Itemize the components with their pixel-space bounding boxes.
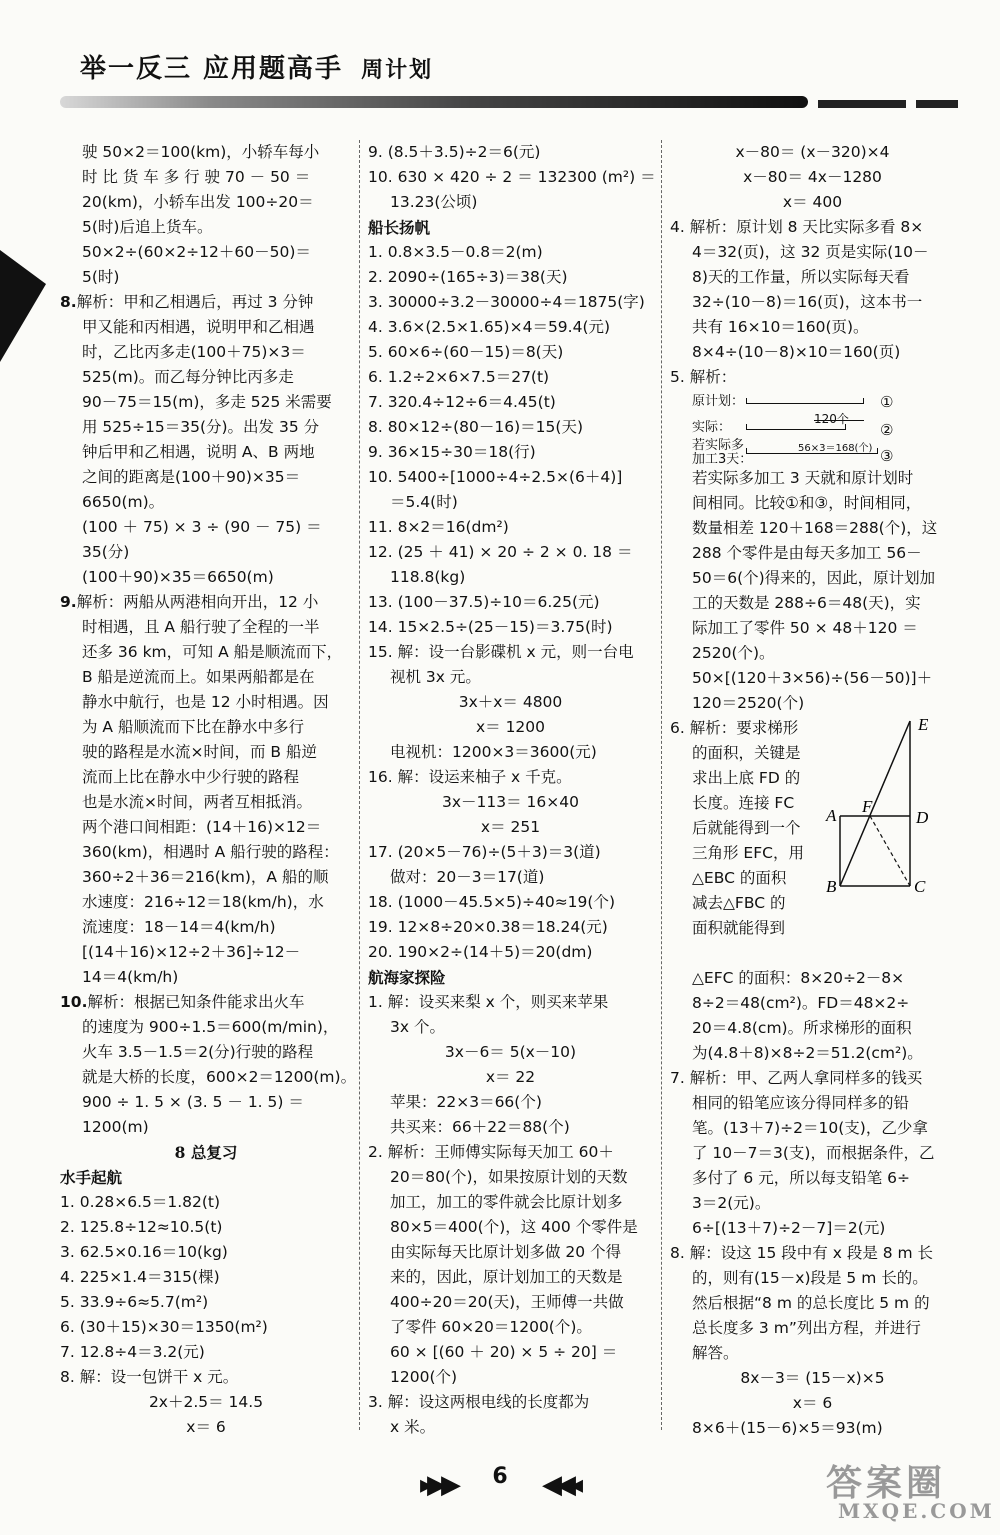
text-line: 20＝4.8(cm)。所求梯形的面积	[692, 1019, 912, 1037]
answer-item: 8. 80×12÷(80－16)＝15(天)	[368, 418, 583, 436]
text-line: 工的天数是 288÷6＝48(天)，实	[692, 594, 921, 612]
answer-item: 4. 解析：原计划 8 天比实际多看 8×	[670, 218, 924, 236]
point-label-F: F	[862, 797, 873, 816]
answer-item: 400÷20＝20(天)，王师傅一共做	[390, 1293, 624, 1311]
point-label-E: E	[918, 715, 929, 734]
answer-item: 10. 5400÷[1000÷4÷2.5×(6＋4)]	[368, 468, 623, 486]
actual-bar	[746, 424, 846, 430]
text-line: 90－75＝15(m)，多走 525 米需要	[82, 393, 332, 411]
answer-item: 5. 解析：	[670, 368, 737, 386]
answer-item: 3＝2(元)。	[692, 1194, 771, 1212]
header-rule	[60, 96, 808, 108]
point-label-B: B	[826, 877, 837, 896]
answer-item: 60 × [(60 ＋ 20) × 5 ÷ 20] ＝	[390, 1343, 618, 1361]
text-line: 2520(个)。	[692, 644, 775, 662]
answer-item: 4＝32(页)，这 32 页是实际(10－	[692, 243, 929, 261]
answer-item: 然后根据“8 m 的总长度比 5 m 的	[692, 1294, 930, 1312]
text-line: 面积就能得到	[692, 919, 786, 937]
answer-item: 8)天的工作量，所以实际每天看	[692, 268, 910, 286]
answer-item: 2. 解析：王师傅实际每天加工 60＋	[368, 1143, 614, 1161]
section-heading: 航海家探险	[368, 968, 446, 987]
equation-line: x＝ 6	[186, 1418, 226, 1436]
equation-line: x＝ 22	[485, 1068, 536, 1086]
text-line: 解析：甲和乙相遇后，再过 3 分钟	[76, 293, 314, 311]
answer-9	[60, 590, 352, 990]
answer-item: 18. (1000－45.5×5)÷40≈19(个)	[368, 893, 615, 911]
answer-item: x 米。	[390, 1418, 436, 1436]
answer-item: 8×6＋(15－6)×5＝93(m)	[692, 1419, 883, 1437]
text-line: 数量相差 120＋168＝288(个)，这	[692, 519, 938, 537]
text-line: 火车 3.5－1.5＝2(分)行驶的路程	[82, 1043, 314, 1061]
answer-item: 20. 190×2÷(14＋5)＝20(dm)	[368, 943, 593, 961]
answer-item: 13. (100－37.5)÷10＝6.25(元)	[368, 593, 600, 611]
text-line: 流速度：18－14＝4(km/h)	[82, 918, 276, 936]
answer-item: 由实际每天比原计划多做 20 个得	[390, 1243, 622, 1261]
answer-item: ＝5.4(时)	[390, 493, 458, 511]
text-line: 驶 50×2＝100(km)，小轿车每小	[82, 143, 320, 161]
chapter-heading: 8 总复习	[174, 1143, 238, 1162]
text-line: (100＋90)×35＝6650(m)	[82, 568, 274, 586]
answer-item: 17. (20×5－76)÷(5＋3)＝3(道)	[368, 843, 601, 861]
answer-item: 了零件 60×20＝1200(个)。	[390, 1318, 592, 1336]
answer-10	[60, 990, 357, 1140]
plan-bar	[746, 398, 864, 404]
answer-item: 苹果：22×3＝66(个)	[390, 1093, 542, 1111]
text-line: 水速度：216÷12＝18(km/h)，水	[82, 893, 324, 911]
text-line: (100 ＋ 75) × 3 ÷ (90 － 75) ＝	[82, 518, 322, 536]
answer-item: 5. 60×6÷(60－15)＝8(天)	[368, 343, 564, 361]
column-divider	[359, 140, 360, 1430]
text-line: 360÷2＋36＝216(km)，A 船的顺	[82, 868, 329, 886]
text-line: 两个港口间相距：(14＋16)×12＝	[82, 818, 322, 836]
answer-item: 3. 解：设这两根电线的长度都为	[368, 1393, 590, 1411]
answer-item: 2. 2090÷(165÷3)＝38(天)	[368, 268, 568, 286]
text-line: 为(4.8＋8)×8÷2＝51.2(cm²)。	[692, 1044, 923, 1062]
equation-line: x－80＝ (x－320)×4	[735, 143, 890, 161]
answer-item: 6. 1.2÷2×6×7.5＝27(t)	[368, 368, 550, 386]
answer-item: 1. 0.8×3.5－0.8＝2(m)	[368, 243, 543, 261]
text-line: 时 比 货 车 多 行 驶 70 － 50 ＝	[82, 168, 311, 186]
text-line: B 船是逆流而上。如果两船都是在	[82, 668, 315, 686]
answer-item: 32÷(10－8)＝16(页)，这本书一	[692, 293, 923, 311]
answer-item: 相同的铅笔应该分得同样多的铅	[692, 1094, 910, 1112]
answer-item: 3x 个。	[390, 1018, 445, 1036]
question-number: 10.	[60, 993, 88, 1011]
answer-item: 了 10－7＝3(支)，而根据条件，乙	[692, 1144, 935, 1162]
equation-line: 2x＋2.5＝ 14.5	[148, 1393, 264, 1411]
point-label-D: D	[916, 808, 929, 827]
text-line: 的速度为 900÷1.5＝600(m/min)，	[82, 1018, 339, 1036]
question-number: 9.	[60, 593, 77, 611]
column-1	[60, 140, 357, 1440]
answer-item: 2. 125.8÷12≈10.5(t)	[60, 1218, 223, 1236]
answer-8	[60, 290, 352, 590]
answer-item: 4. 225×1.4＝315(棵)	[60, 1268, 220, 1286]
text-line: 用 525÷15＝35(分)。出发 35 分	[82, 418, 320, 436]
text-line: 甲又能和丙相遇，说明甲和乙相遇	[82, 318, 315, 336]
answer-item: 10. 630 × 420 ÷ 2 ＝ 132300 (m²) ＝	[368, 168, 656, 186]
answer-item: 多付了 6 元，所以每支铅笔 6÷	[692, 1169, 910, 1187]
answer-item: 来的，因此，原计划加工的天数是	[390, 1268, 623, 1286]
equation-line: 3x－6＝ 5(x－10)	[444, 1043, 577, 1061]
answer-item: 13.23(公顷)	[390, 193, 478, 211]
answer-item: 8. 解：设这 15 段中有 x 段是 8 m 长	[670, 1244, 934, 1262]
text-line: 解析：两船从两港相向开出，12 小	[76, 593, 319, 611]
text-line: 288 个零件是由每天多加工 56－	[692, 544, 922, 562]
answer-item: 4. 3.6×(2.5×1.65)×4＝59.4(元)	[368, 318, 611, 336]
text-line: 8÷2＝48(cm²)。FD＝48×2÷	[692, 994, 910, 1012]
answer-item: 做对：20－3＝17(道)	[390, 868, 545, 886]
edge-FC	[870, 816, 910, 886]
watermark-logo	[818, 1455, 993, 1530]
answer-item: 5. 33.9÷6≈5.7(m²)	[60, 1293, 209, 1311]
diagram-label: 原计划：	[692, 394, 745, 409]
text-line: 50×[(120＋3×56)÷(56－50)]＋	[692, 669, 933, 687]
answer-item: 视机 3x 元。	[390, 668, 481, 686]
answer-item: 14. 15×2.5÷(25－15)＝3.75(时)	[368, 618, 613, 636]
text-line: 6. 解析：要求梯形	[670, 719, 799, 737]
text-line: 钟后甲和乙相遇，说明 A、B 两地	[82, 443, 315, 461]
text-line: 三角形 EFC，用	[692, 844, 804, 862]
next-arrows-icon: ▸▶▶	[420, 1470, 456, 1500]
text-line: 还多 36 km，可知 A 船是顺流而下，	[82, 643, 343, 661]
text-line: 解析：根据已知条件能求出火车	[87, 993, 305, 1011]
answer-item: 15. 解：设一台影碟机 x 元，则一台电	[368, 643, 634, 661]
text-line: 1200(m)	[82, 1118, 149, 1136]
answer-list	[60, 1190, 352, 1440]
text-line: 为 A 船顺流而下比在静水中多行	[82, 718, 304, 736]
equation-line: 3x＋x＝ 4800	[458, 693, 563, 711]
text-line: 900 ÷ 1. 5 × (3. 5 － 1. 5) ＝	[82, 1093, 304, 1111]
answer-6-continued	[670, 966, 955, 1066]
header-rule-segment	[916, 100, 958, 108]
circle-three: ③	[880, 447, 894, 465]
text-line: 的面积，关键是	[692, 744, 801, 762]
equation-line: x＝ 6	[792, 1394, 833, 1412]
text-line: 50×2÷(60×2÷12＋60－50)＝	[82, 243, 311, 261]
equation-line: x＝ 400	[782, 193, 843, 211]
column-divider	[661, 140, 662, 1430]
section-heading: 水手起航	[60, 1168, 123, 1187]
text-line: 5(时)后追上货车。	[82, 218, 213, 236]
text-line: 35(分)	[82, 543, 130, 561]
watermark-url: MXQE.COM	[838, 1499, 995, 1523]
answer-item: 9. (8.5＋3.5)÷2＝6(元)	[368, 143, 541, 161]
answer-item: 的，则有(15－x)段是 5 m 长的。	[692, 1269, 928, 1287]
answer-item: 电视机：1200×3＝3600(元)	[390, 743, 597, 761]
answer-6	[670, 716, 955, 966]
page-number: 6	[492, 1464, 508, 1489]
text-line: 5(时)	[82, 268, 120, 286]
text-line: 360(km)，相遇时 A 船行驶的路程：	[82, 843, 339, 861]
answer-item: 加工，加工的零件就会比原计划多	[390, 1193, 623, 1211]
plan-label: 周计划	[361, 57, 434, 83]
text-line: 120＝2520(个)	[692, 694, 805, 712]
text-line: 长度。连接 FC	[692, 794, 795, 812]
equation-line: x＝ 1200	[475, 718, 546, 736]
equation-line: 8x－3＝ (15－x)×5	[740, 1369, 885, 1387]
diagram-value: 56×3＝168(个)	[798, 443, 873, 454]
answer-item: 3. 62.5×0.16＝10(kg)	[60, 1243, 228, 1261]
equation-line: x－80＝ 4x－1280	[743, 168, 882, 186]
answer-item: 6. (30＋15)×30＝1350(m²)	[60, 1318, 268, 1336]
column-3	[670, 140, 955, 1441]
extra-bar	[746, 448, 878, 454]
text-line: △EBC 的面积	[692, 869, 787, 887]
answer-item: 7. 12.8÷4＝3.2(元)	[60, 1343, 205, 1361]
answer-item: 3. 30000÷3.2－30000÷4＝1875(字)	[368, 293, 645, 311]
text-line: 6650(m)。	[82, 493, 165, 511]
answer-item: 11. 8×2＝16(dm²)	[368, 518, 509, 536]
text-line: 之间的距离是(100＋90)×35＝	[82, 468, 301, 486]
answer-item: 1. 0.28×6.5＝1.82(t)	[60, 1193, 221, 1211]
text-line: 14＝4(km/h)	[82, 968, 179, 986]
text-line: [(14＋16)×12÷2＋36]÷12－	[82, 943, 301, 961]
circle-two: ②	[880, 421, 894, 439]
text-line: 间相同。比较①和③，时间相同，	[692, 494, 922, 512]
text-line: 驶的路程是水流×时间，而 B 船逆	[82, 743, 317, 761]
answer-item: 7. 320.4÷12÷6＝4.45(t)	[368, 393, 556, 411]
diagram-value: 120个	[814, 412, 849, 426]
text-line: 求出上底 FD 的	[692, 769, 801, 787]
section-heading: 船长扬帆	[368, 218, 431, 237]
text-line: 际加工了零件 50 × 48＋120 ＝	[692, 619, 918, 637]
equation-line: 3x－113＝ 16×40	[442, 793, 579, 811]
diagram-label: 加工3天：	[692, 452, 753, 467]
answer-item: 16. 解：设运来柚子 x 千克。	[368, 768, 572, 786]
answer-item: 共有 16×10＝160(页)。	[692, 318, 869, 336]
text-line: 若实际多加工 3 天就和原计划时	[692, 469, 914, 487]
answer-item: 共买来：66＋22＝88(个)	[390, 1118, 570, 1136]
point-label-C: C	[914, 877, 926, 896]
text-line: 20(km)，小轿车出发 100÷20＝	[82, 193, 314, 211]
page-header	[0, 0, 1000, 120]
edge-BE	[840, 721, 910, 886]
answer-item: 1. 解：设买来梨 x 个，则买来苹果	[368, 993, 609, 1011]
answer-continuation	[60, 140, 352, 290]
text-line: 后就能得到一个	[692, 819, 801, 837]
answer-item: 118.8(kg)	[390, 568, 466, 586]
brand-name: 举一反三 应用题高手	[80, 54, 344, 84]
trapezoid-figure	[826, 715, 950, 941]
side-tab-marker	[0, 250, 46, 362]
circle-one: ①	[880, 393, 894, 411]
segment-diagram	[692, 390, 955, 466]
answer-item: 9. 36×15÷30＝18(行)	[368, 443, 536, 461]
prev-arrows-icon: ◀◀◂	[542, 1470, 578, 1500]
diagram-label: 若实际多	[692, 438, 745, 453]
answer-item: 笔。(13＋7)÷2＝10(支)，乙少拿	[692, 1119, 928, 1137]
text-line: 时相遇，且 A 船行驶了全程的一半	[82, 618, 320, 636]
answer-item: 8. 解：设一包饼干 x 元。	[60, 1368, 239, 1386]
text-line: △EFC 的面积：8×20÷2－8×	[692, 969, 905, 987]
answer-5-text	[670, 466, 955, 716]
text-line: 时，乙比丙多走(100＋75)×3＝	[82, 343, 306, 361]
answer-item: 80×5＝400(个)，这 400 个零件是	[390, 1218, 638, 1236]
text-line: 减去△FBC 的	[692, 894, 786, 912]
text-line: 也是水流×时间，两者互相抵消。	[82, 793, 312, 811]
text-line: 50＝6(个)得来的，因此，原计划加	[692, 569, 936, 587]
answer-item: 19. 12×8÷20×0.38＝18.24(元)	[368, 918, 608, 936]
answer-item: 20＝80(个)，如果按原计划的天数	[390, 1168, 628, 1186]
answer-item: 总长度多 3 m”列出方程，并进行	[692, 1319, 921, 1337]
text-line: 525(m)。而乙每分钟比丙多走	[82, 368, 294, 386]
header-rule-segment	[818, 100, 906, 108]
text-line: 就是大桥的长度，600×2＝1200(m)。	[82, 1068, 357, 1086]
answer-item: 8×4÷(10－8)×10＝160(页)	[692, 343, 901, 361]
column-2	[368, 140, 656, 1440]
answer-6-text	[670, 716, 820, 941]
answer-item: 1200(个)	[390, 1368, 458, 1386]
difference-bar	[814, 420, 864, 421]
answer-item: 12. (25 ＋ 41) × 20 ÷ 2 × 0. 18 ＝	[368, 543, 633, 561]
question-number: 8.	[60, 293, 77, 311]
text-line: 流而上比在静水中少行驶的路程	[82, 768, 300, 786]
answer-item: 6÷[(13＋7)÷2－7]＝2(元)	[692, 1219, 886, 1237]
answer-item: 7. 解析：甲、乙两人拿同样多的钱买	[670, 1069, 923, 1087]
point-label-A: A	[826, 806, 837, 825]
answer-item: 解答。	[692, 1344, 739, 1362]
equation-line: x＝ 251	[480, 818, 541, 836]
diagram-label: 实际：	[692, 420, 732, 435]
watermark-text: 答案圈	[826, 1462, 947, 1504]
text-line: 静水中航行，也是 12 小时相遇。因	[82, 693, 329, 711]
book-title	[80, 48, 433, 85]
